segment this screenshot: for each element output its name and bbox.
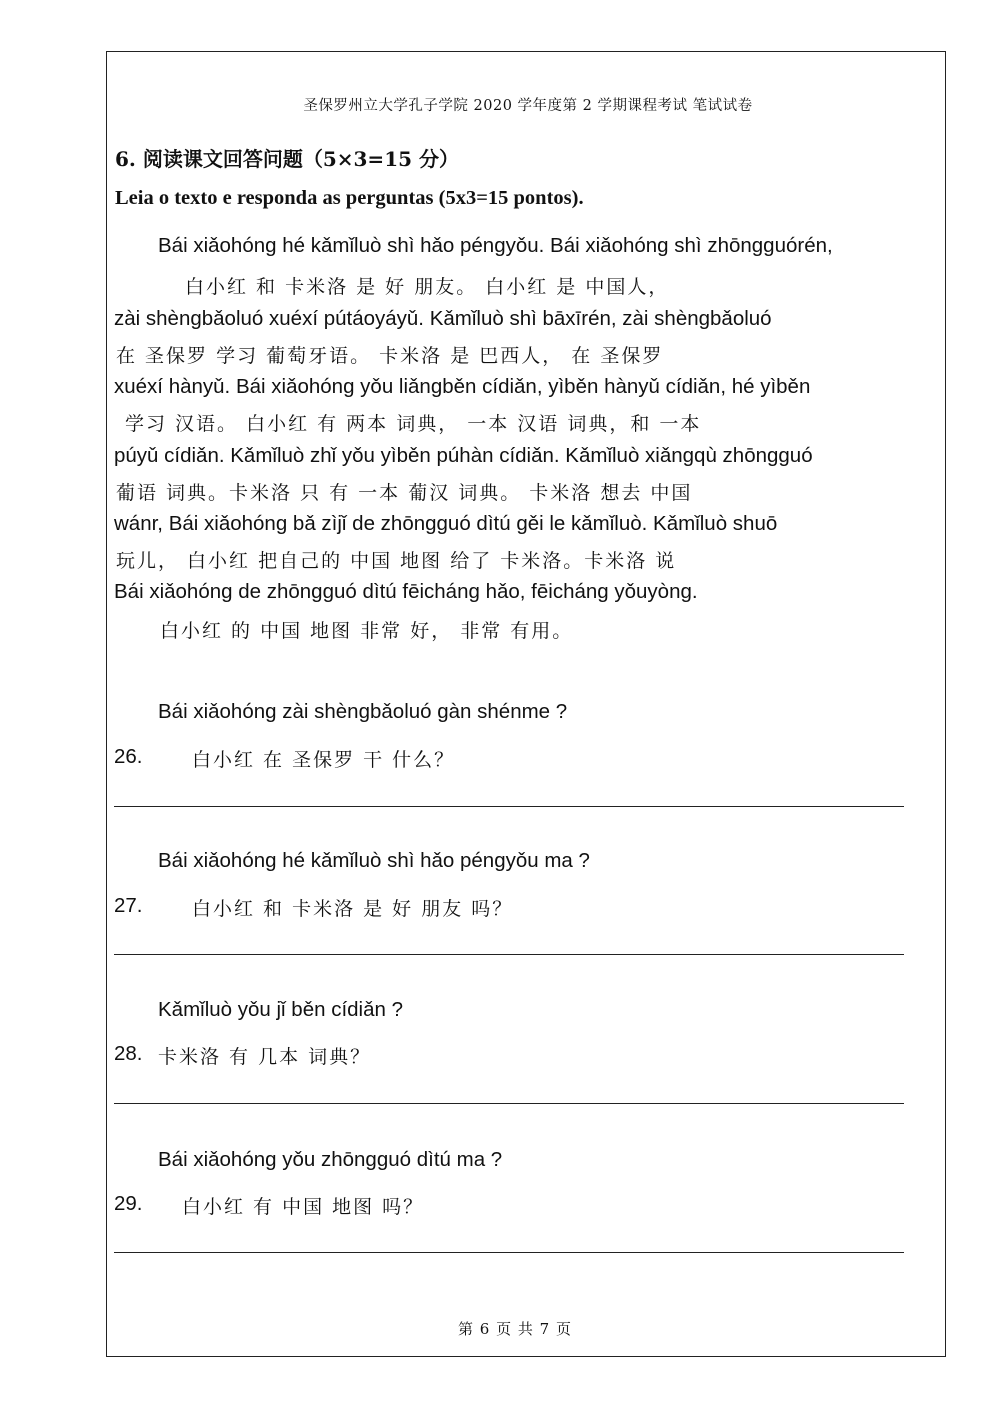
question-pinyin: Bái xiǎohóng hé kǎmǐluò shì hǎo péngyǒu ma ? <box>158 849 590 872</box>
question-pinyin: Bái xiǎohóng yǒu zhōngguó dìtú ma ? <box>158 1148 503 1171</box>
passage-hanzi-line: 白小红 和 卡米洛 是 好 朋友。 白小红 是 中国人， <box>185 276 670 298</box>
answer-line[interactable] <box>114 806 904 807</box>
answer-line[interactable] <box>114 954 904 955</box>
passage-hanzi-line: 玩儿， 白小红 把自己的 中国 地图 给了 卡米洛。卡米洛 说 <box>116 550 677 572</box>
exam-header: 圣保罗州立大学孔子学院 2020 学年度第 2 学期课程考试 笔试试卷 <box>303 98 753 114</box>
passage-pinyin-line: púyǔ cídiǎn. Kǎmǐluò zhǐ yǒu yìběn púhàn cídiǎn. Kǎmǐluò xiǎngqù zhōngguó <box>114 444 813 467</box>
page-footer: 第 6 页 共 7 页 <box>458 1320 572 1338</box>
passage-hanzi-line: 学习 汉语。 白小红 有 两本 词典， 一本 汉语 词典，和 一本 <box>125 413 702 435</box>
question-hanzi: 白小红 和 卡米洛 是 好 朋友 吗？ <box>192 898 514 920</box>
section-title: 6. 阅读课文回答问题（5×3=15 分） <box>115 147 459 171</box>
answer-line[interactable] <box>114 1103 904 1104</box>
question-pinyin: Kǎmǐluò yǒu jǐ běn cídiǎn ? <box>158 998 404 1021</box>
passage-pinyin-line: wánr, Bái xiǎohóng bǎ zìjǐ de zhōngguó dìtú gěi le kǎmǐluò. Kǎmǐluò shuō <box>114 512 778 535</box>
question-hanzi: 白小红 在 圣保罗 干 什么？ <box>192 749 456 771</box>
question-hanzi: 白小红 有 中国 地图 吗？ <box>182 1196 425 1218</box>
question-hanzi: 卡米洛 有 几本 词典？ <box>158 1046 372 1068</box>
question-pinyin: Bái xiǎohóng zài shèngbǎoluó gàn shénme ? <box>158 700 568 723</box>
section-subtitle: Leia o texto e responda as perguntas (5x3=15 pontos). <box>115 187 584 209</box>
question-number: 26. <box>114 745 143 768</box>
passage-hanzi-line: 白小红 的 中国 地图 非常 好， 非常 有用。 <box>160 620 574 642</box>
passage-pinyin-line: zài shèngbǎoluó xuéxí pútáoyáyǔ. Kǎmǐluò shì bāxīrén, zài shèngbǎoluó <box>114 307 772 330</box>
passage-pinyin-line: Bái xiǎohóng de zhōngguó dìtú fēicháng hǎo, fēicháng yǒuyòng. <box>114 580 698 603</box>
answer-line[interactable] <box>114 1252 904 1253</box>
question-number: 28. <box>114 1042 143 1065</box>
passage-hanzi-line: 葡语 词典。卡米洛 只 有 一本 葡汉 词典。 卡米洛 想去 中国 <box>116 482 693 504</box>
passage-pinyin-line: xuéxí hànyǔ. Bái xiǎohóng yǒu liǎngběn cídiǎn, yìběn hànyǔ cídiǎn, hé yìběn <box>114 375 811 398</box>
question-number: 27. <box>114 894 143 917</box>
question-number: 29. <box>114 1192 143 1215</box>
passage-pinyin-line: Bái xiǎohóng hé kǎmǐluò shì hǎo péngyǒu. Bái xiǎohóng shì zhōngguórén, <box>158 234 833 257</box>
passage-hanzi-line: 在 圣保罗 学习 葡萄牙语。 卡米洛 是 巴西人， 在 圣保罗 <box>116 345 664 367</box>
